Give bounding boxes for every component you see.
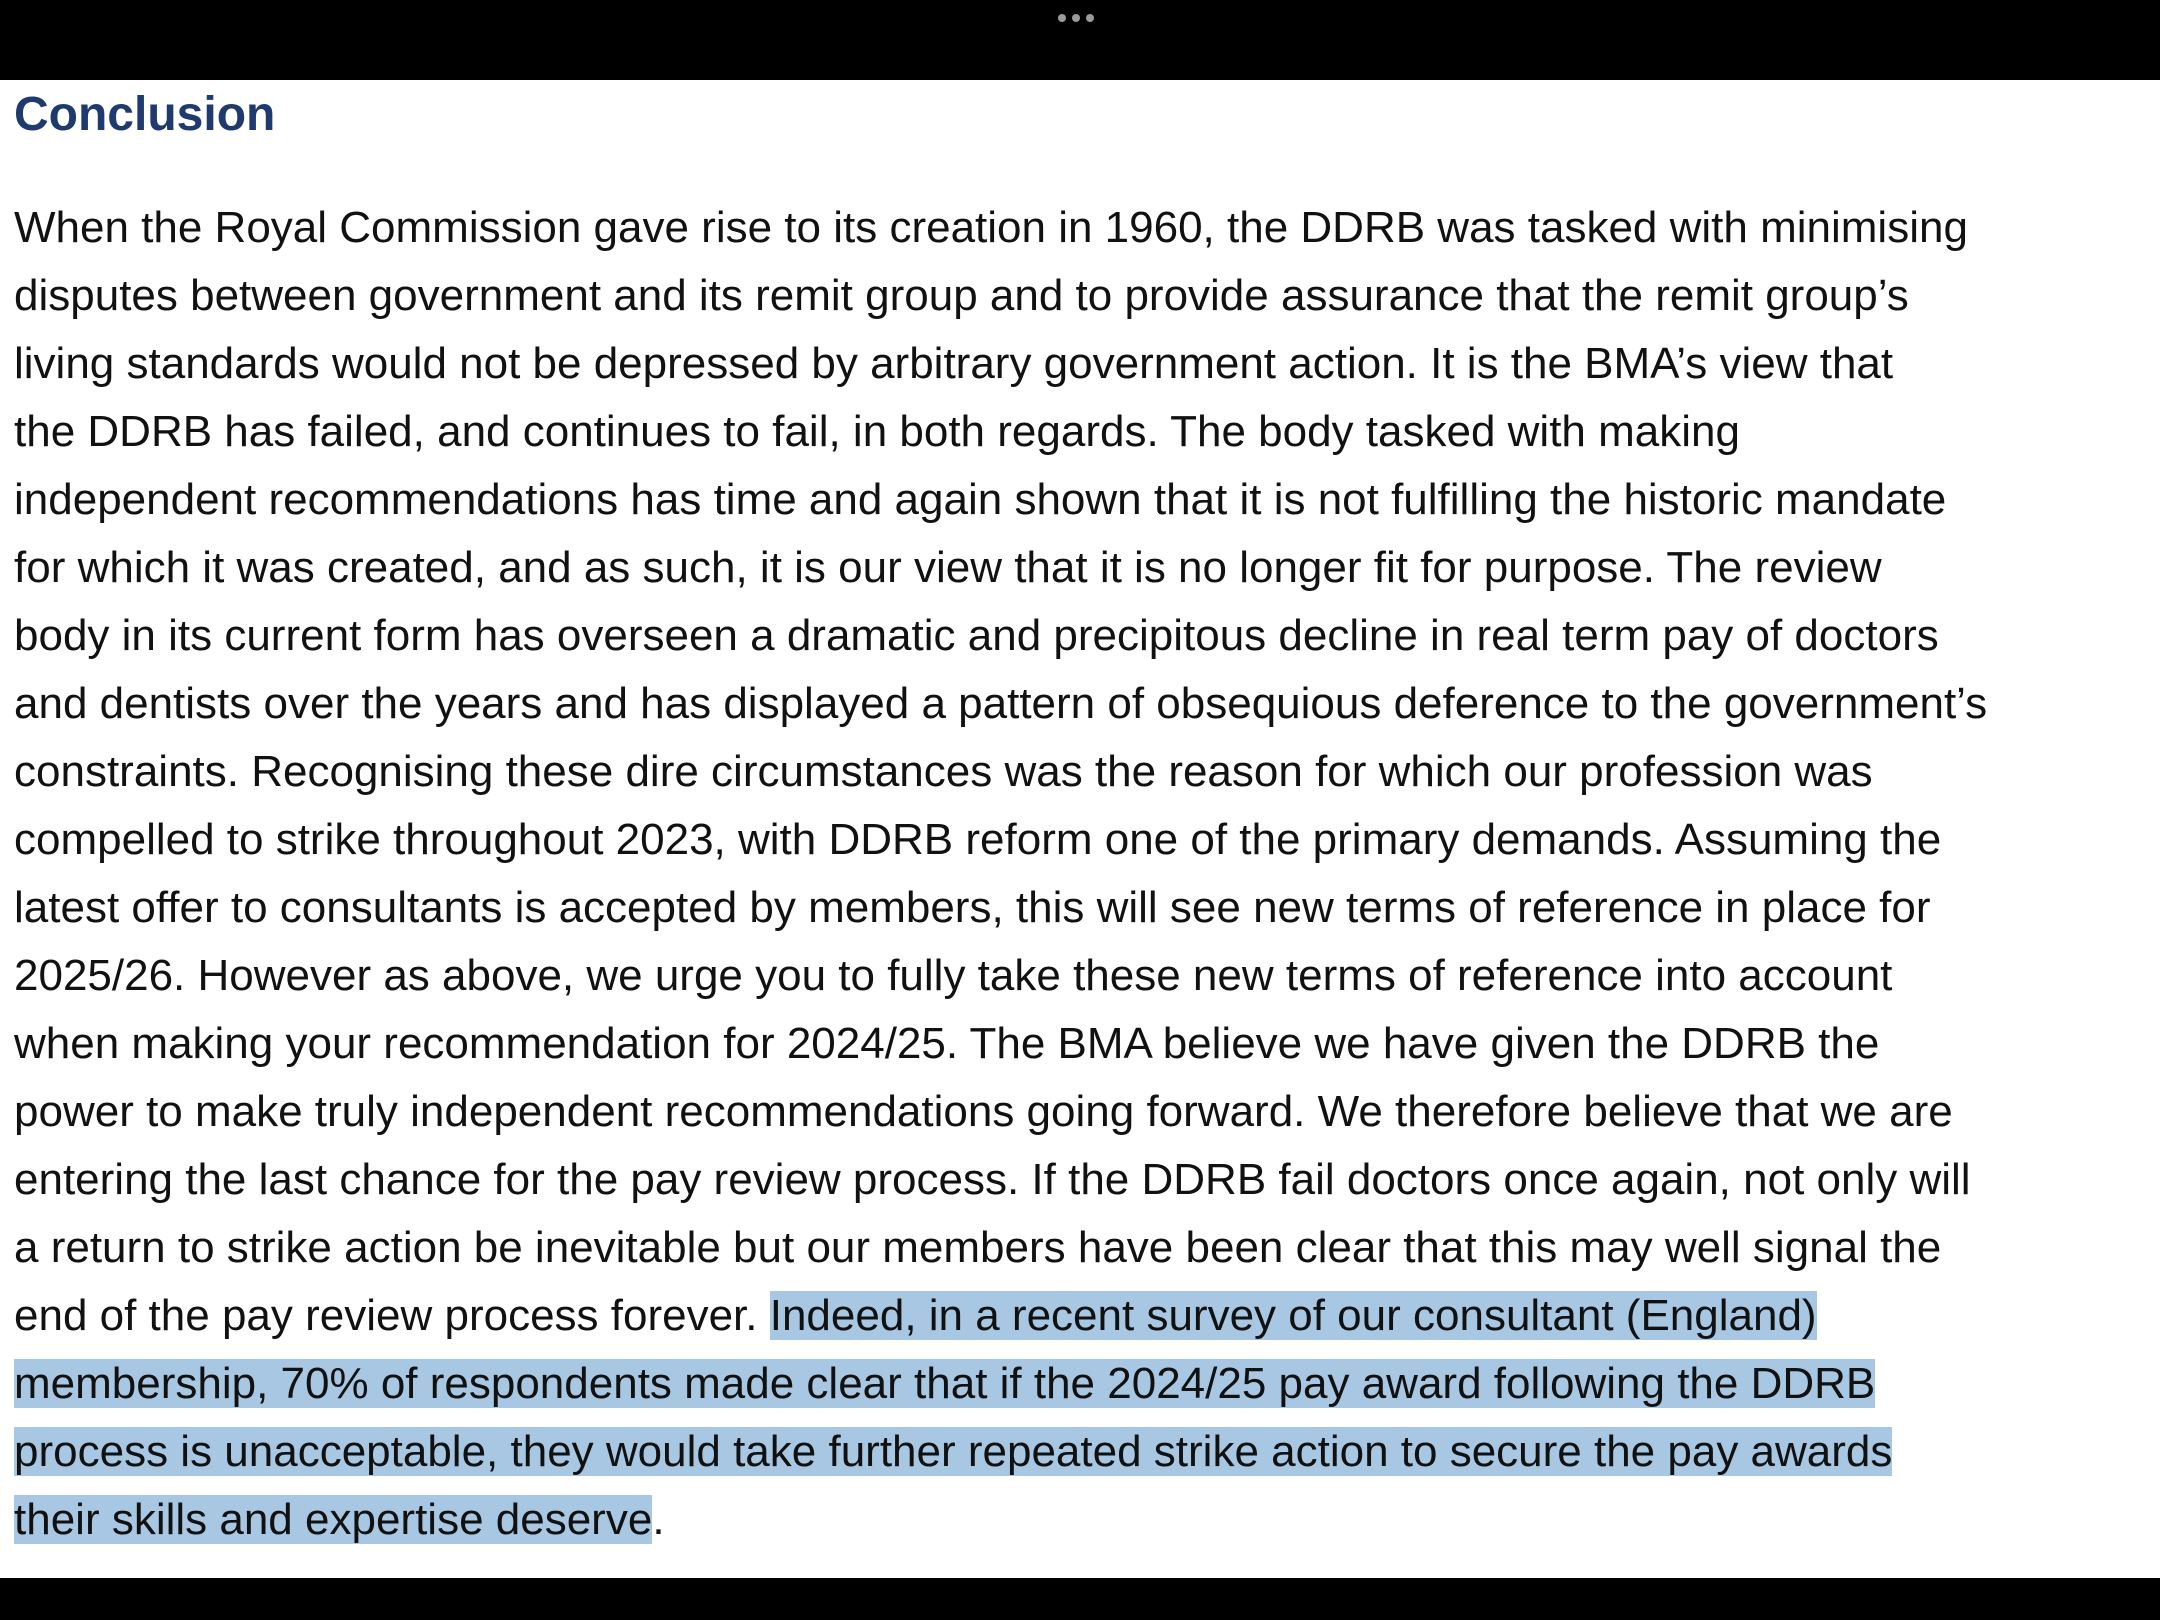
highlighted-text[interactable]: their skills and expertise deserve <box>14 1495 653 1544</box>
text-line <box>14 1418 2154 1486</box>
dot <box>1058 14 1066 22</box>
plain-text: . <box>652 1495 665 1544</box>
section-heading: Conclusion <box>14 88 276 141</box>
text-line: power to make truly independent recommendations going forward. We therefore believe that we are <box>14 1087 1953 1136</box>
text-line: 2025/26. However as above, we urge you to fully take these new terms of reference into account <box>14 951 1893 1000</box>
plain-text: end of the pay review process forever. <box>14 1291 770 1340</box>
text-line: and dentists over the years and has displayed a pattern of obsequious deference to the government’s <box>14 679 1988 728</box>
conclusion-paragraph[interactable] <box>14 194 2154 1554</box>
highlighted-text[interactable]: Indeed, in a recent survey of our consultant (England) <box>769 1291 1817 1340</box>
text-line: When the Royal Commission gave rise to its creation in 1960, the DDRB was tasked with minimising <box>14 203 1968 252</box>
bottom-bar <box>0 1578 2160 1620</box>
dot <box>1086 14 1094 22</box>
text-line: latest offer to consultants is accepted by members, this will see new terms of reference in place for <box>14 883 1931 932</box>
text-line: the DDRB has failed, and continues to fail, in both regards. The body tasked with making <box>14 407 1740 456</box>
text-line: independent recommendations has time and again shown that it is not fulfilling the historic mandate <box>14 475 1947 524</box>
text-line: compelled to strike throughout 2023, with DDRB reform one of the primary demands. Assuming the <box>14 815 1942 864</box>
text-line: entering the last chance for the pay review process. If the DDRB fail doctors once again, not only will <box>14 1155 1971 1204</box>
document-page <box>0 80 2160 1578</box>
text-line <box>14 1350 2154 1418</box>
text-line: body in its current form has overseen a dramatic and precipitous decline in real term pay of doctors <box>14 611 1939 660</box>
text-line: living standards would not be depressed by arbitrary government action. It is the BMA’s view that <box>14 339 1894 388</box>
text-line: constraints. Recognising these dire circumstances was the reason for which our profession was <box>14 747 1873 796</box>
text-line: disputes between government and its remit group and to provide assurance that the remit group’s <box>14 271 1909 320</box>
more-options-icon[interactable] <box>1058 14 1094 22</box>
dot <box>1072 14 1080 22</box>
highlighted-text[interactable]: process is unacceptable, they would take further repeated strike action to secure the pay awards <box>14 1427 1893 1476</box>
highlighted-text[interactable]: membership, 70% of respondents made clear that if the 2024/25 pay award following the DDRB <box>14 1359 1876 1408</box>
top-bar <box>0 0 2160 80</box>
text-line: when making your recommendation for 2024/25. The BMA believe we have given the DDRB the <box>14 1019 1880 1068</box>
text-line: a return to strike action be inevitable but our members have been clear that this may well signal the <box>14 1223 1942 1272</box>
text-line <box>14 1486 2154 1554</box>
text-line: for which it was created, and as such, it is our view that it is no longer fit for purpose. The review <box>14 543 1882 592</box>
text-line <box>14 1282 2154 1350</box>
